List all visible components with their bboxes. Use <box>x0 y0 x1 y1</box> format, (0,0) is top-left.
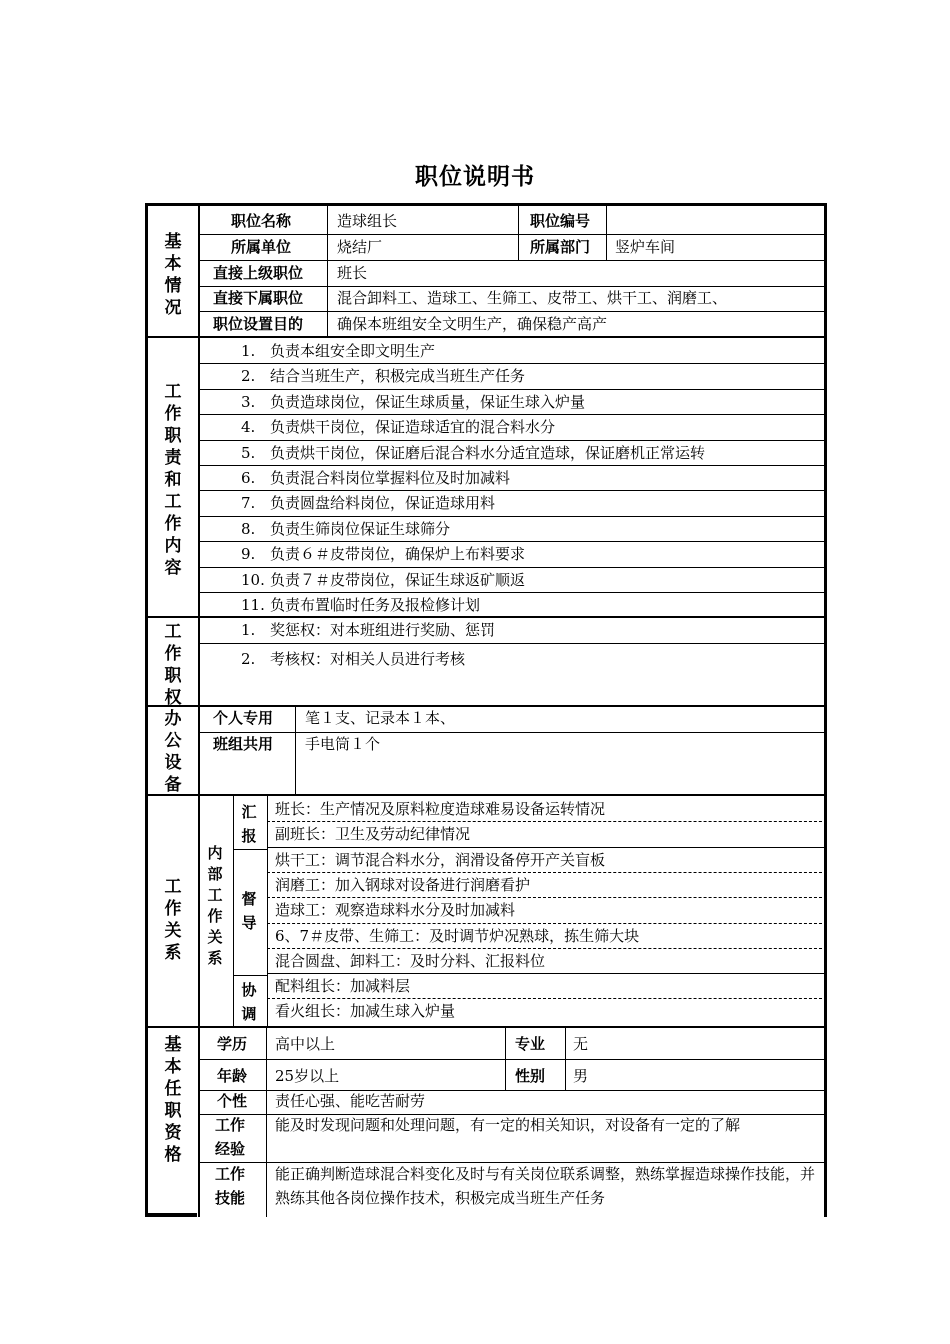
duty-item: 负责圆盘给料岗位，保证造球用料 <box>270 494 496 512</box>
skill-label-line2: 技能 <box>215 1189 246 1207</box>
duty-num: 1. <box>241 342 256 360</box>
unit-value: 烧结厂 <box>337 238 383 256</box>
row-line <box>198 363 827 364</box>
section-label-text: 工作职责和工作内容 <box>164 382 182 578</box>
duty-num: 7. <box>241 494 256 512</box>
section-label-relations <box>163 876 183 964</box>
relation-item: 配料组长：加减料层 <box>275 977 411 995</box>
personality-label: 个性 <box>217 1092 248 1110</box>
relation-item: 造球工：观察造球料水分及时加减料 <box>275 901 516 919</box>
report-label-text: 汇报 <box>241 803 257 845</box>
dashed-row-line <box>267 948 827 949</box>
education-value: 高中以上 <box>275 1035 336 1053</box>
row-line <box>233 849 268 850</box>
duty-num: 11. <box>241 596 265 614</box>
duty-num: 8. <box>241 520 256 538</box>
experience-label-line1: 工作 <box>215 1116 246 1134</box>
section-divider <box>145 1213 197 1217</box>
relation-item: 看火组长：加减生球入炉量 <box>275 1002 456 1020</box>
section-label-text: 工作职权 <box>164 622 182 708</box>
row-line <box>198 286 827 287</box>
dashed-row-line <box>267 821 827 822</box>
report-label <box>240 800 258 848</box>
unit-label: 所属单位 <box>231 238 292 256</box>
experience-value: 能及时发现问题和处理问题，有一定的相关知识，对设备有一定的了解 <box>275 1116 741 1134</box>
section-label-duties <box>163 381 183 579</box>
column-divider <box>267 796 268 1026</box>
row-line <box>198 567 827 568</box>
table-border-right <box>824 203 827 1217</box>
internal-relations-label <box>206 843 224 969</box>
authority-item: 奖惩权：对本班组进行奖励、惩罚 <box>270 621 496 639</box>
row-line <box>198 732 827 733</box>
coord-label <box>240 978 258 1026</box>
column-divider <box>606 206 607 260</box>
duty-num: 6. <box>241 469 256 487</box>
row-line <box>198 465 827 466</box>
dashed-row-line <box>267 998 827 999</box>
major-value: 无 <box>573 1035 589 1053</box>
dept-label: 所属部门 <box>530 238 591 256</box>
dashed-row-line <box>267 872 827 873</box>
relation-item: 烘干工：调节混合料水分，润滑设备停开产关盲板 <box>275 851 606 869</box>
row-line <box>198 440 827 441</box>
section-divider <box>145 616 827 618</box>
position-name-label: 职位名称 <box>231 212 292 230</box>
position-name-value: 造球组长 <box>337 212 398 230</box>
row-line <box>198 592 827 593</box>
major-label: 专业 <box>515 1035 546 1053</box>
section-divider <box>145 336 827 338</box>
dashed-row-line <box>267 897 827 898</box>
row-line <box>198 414 827 415</box>
duty-item: 负责烘干岗位，保证磨后混合料水分适宜造球，保证磨机正常运转 <box>270 444 706 462</box>
skill-value: 能正确判断造球混合料变化及时与有关岗位联系调整，熟练掌握造球操作技能，并熟练其他各岗位操作技术，积极完成当班生产任务 <box>275 1165 816 1207</box>
shared-label: 班组共用 <box>213 735 274 753</box>
row-line <box>267 847 827 848</box>
gender-value: 男 <box>573 1067 589 1085</box>
column-divider <box>233 796 234 1026</box>
section-divider <box>145 1026 827 1028</box>
relation-item: 6、7＃皮带、生筛工：及时调节炉况熟球，拣生筛大块 <box>275 927 640 945</box>
column-divider <box>295 707 296 794</box>
experience-label-line2: 经验 <box>215 1140 246 1158</box>
section-label-text: 办公设备 <box>164 709 182 795</box>
coord-label-text: 协调 <box>241 981 257 1023</box>
row-line <box>267 973 827 974</box>
duty-item: 负责烘干岗位，保证造球适宜的混合料水分 <box>270 418 556 436</box>
authority-num: 1. <box>241 621 256 639</box>
duty-num: 3. <box>241 393 256 411</box>
gender-label: 性别 <box>515 1067 546 1085</box>
duty-num: 10. <box>241 571 265 589</box>
relation-item: 润磨工：加入钢球对设备进行润磨看护 <box>275 876 531 894</box>
section-label-qualification <box>163 1034 183 1166</box>
age-value: 25岁以上 <box>275 1067 340 1085</box>
row-line <box>198 311 827 312</box>
subordinate-value: 混合卸料工、造球工、生筛工、皮带工、烘干工、润磨工、 <box>337 289 728 307</box>
superior-label: 直接上级职位 <box>213 264 304 282</box>
table-border-top <box>145 203 827 206</box>
row-line <box>198 541 827 542</box>
relation-item: 班长：生产情况及原料粒度造球难易设备运转情况 <box>275 800 606 818</box>
section-label-equipment <box>163 708 183 796</box>
section-label-authority <box>163 621 183 709</box>
duty-item: 负责布置临时任务及报检修计划 <box>270 596 481 614</box>
row-line <box>198 516 827 517</box>
internal-relations-text: 内部工作关系 <box>207 844 223 967</box>
relation-item: 混合圆盘、卸料工：及时分料、汇报料位 <box>275 952 546 970</box>
row-line <box>198 260 827 261</box>
row-line <box>198 234 827 235</box>
column-divider <box>518 206 519 260</box>
skill-label-line1: 工作 <box>215 1165 246 1183</box>
row-line <box>198 643 827 644</box>
row-line <box>198 1059 827 1060</box>
duty-item: 负责混合料岗位掌握料位及时加减料 <box>270 469 511 487</box>
row-line <box>198 490 827 491</box>
section-label-text: 基本情况 <box>164 232 182 318</box>
page-title: 职位说明书 <box>415 164 535 190</box>
duty-item: 负责６＃皮带岗位，确保炉上布料要求 <box>270 545 526 563</box>
section-label-text: 基本任职资格 <box>164 1035 182 1165</box>
dashed-row-line <box>267 923 827 924</box>
duty-item: 负责生筛岗位保证生球筛分 <box>270 520 451 538</box>
personal-label: 个人专用 <box>213 709 274 727</box>
row-line <box>198 389 827 390</box>
dept-value: 竖炉车间 <box>615 238 676 256</box>
subordinate-label: 直接下属职位 <box>213 289 304 307</box>
table-border-left <box>145 203 148 1217</box>
purpose-value: 确保本班组安全文明生产，确保稳产高产 <box>337 315 608 333</box>
personal-value: 笔１支、记录本１本、 <box>305 709 456 727</box>
personality-value: 责任心强、能吃苦耐劳 <box>275 1092 426 1110</box>
education-label: 学历 <box>217 1035 248 1053</box>
section-label-text: 工作关系 <box>164 877 182 963</box>
column-divider <box>266 1028 267 1217</box>
purpose-label: 职位设置目的 <box>213 315 304 333</box>
position-code-label: 职位编号 <box>530 212 591 230</box>
duty-item: 结合当班生产，积极完成当班生产任务 <box>270 367 526 385</box>
row-line <box>233 975 268 976</box>
section-divider <box>145 705 827 707</box>
section-divider <box>145 794 827 796</box>
duty-item: 负责本组安全即文明生产 <box>270 342 436 360</box>
duty-item: 负责７＃皮带岗位，保证生球返矿顺返 <box>270 571 526 589</box>
section-label-basic <box>163 231 183 319</box>
duty-num: 2. <box>241 367 256 385</box>
authority-num: 2. <box>241 650 256 668</box>
relation-item: 副班长：卫生及劳动纪律情况 <box>275 825 471 843</box>
age-label: 年龄 <box>217 1067 248 1085</box>
shared-value: 手电筒１个 <box>305 735 381 753</box>
duty-item: 负责造球岗位，保证生球质量，保证生球入炉量 <box>270 393 586 411</box>
duty-num: 4. <box>241 418 256 436</box>
superior-value: 班长 <box>337 264 368 282</box>
duty-num: 5. <box>241 444 256 462</box>
column-divider <box>327 206 328 336</box>
column-divider <box>198 203 200 1217</box>
authority-item: 考核权：对相关人员进行考核 <box>270 650 466 668</box>
supervise-label <box>240 887 258 935</box>
supervise-label-text: 督导 <box>241 890 257 932</box>
duty-num: 9. <box>241 545 256 563</box>
job-description-table <box>145 203 827 1217</box>
